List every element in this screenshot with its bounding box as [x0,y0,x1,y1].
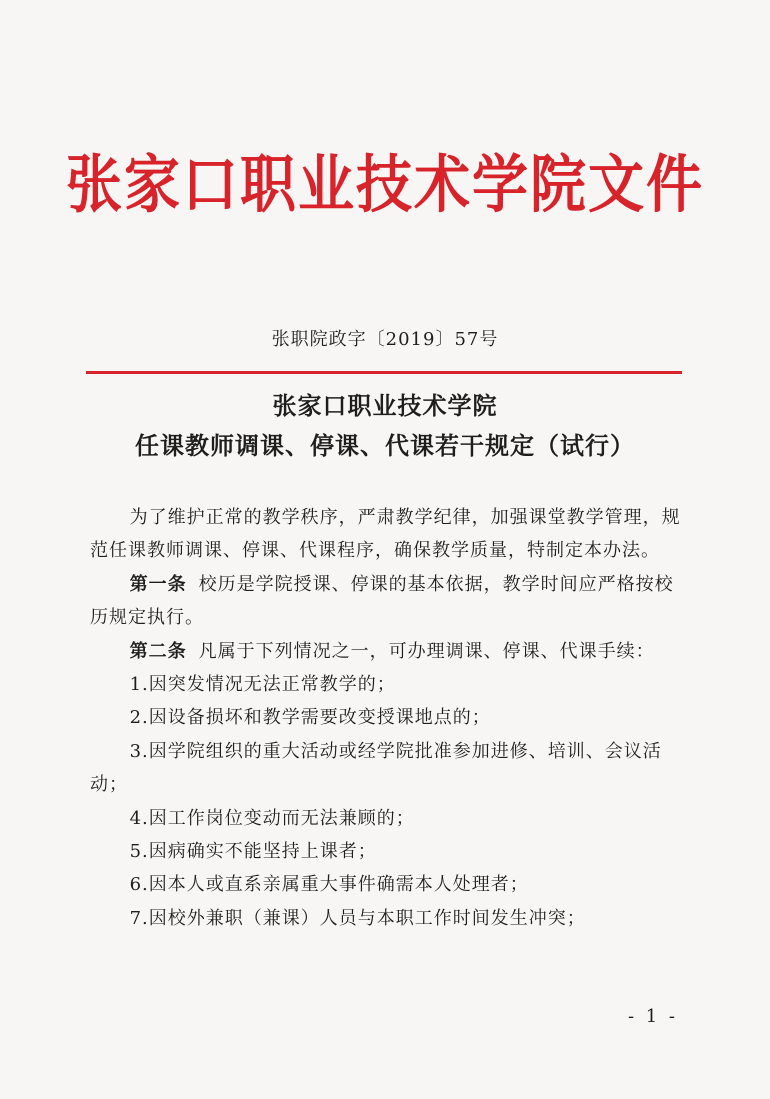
document-body [90,501,686,935]
article-2-text: 凡属于下列情况之一，可办理调课、停课、代课手续： [198,640,655,662]
list-item: 6.因本人或直系亲属重大事件确需本人处理者； [129,874,529,896]
document-masthead: 张家口职业技术学院文件 [66,147,704,222]
article-2-label: 第二条 [129,640,187,662]
list-item: 1.因突发情况无法正常教学的； [129,674,396,696]
document-number: 张职院政字〔2019〕57号 [271,329,499,350]
red-divider-line [86,371,682,374]
document-title-line1: 张家口职业技术学院 [272,391,498,420]
list-item: 4.因工作岗位变动而无法兼顾的； [129,807,415,829]
article-1-label: 第一条 [129,573,187,595]
list-item: 7.因校外兼职（兼课）人员与本职工作时间发生冲突； [129,907,586,929]
intro-paragraph: 为了维护正常的教学秩序，严肃教学纪律，加强课堂教学管理，规范任课教师调课、停课、代课程序，确保教学质量，特制定本办法。 [90,507,681,562]
article-2 [90,635,686,668]
article-1 [90,568,686,635]
list-item: 3.因学院组织的重大活动或经学院批准参加进修、培训、会议活动； [90,740,662,796]
list-item: 5.因病确实不能坚持上课者； [129,841,377,863]
document-title-line2: 任课教师调课、停课、代课若干规定（试行） [135,431,635,460]
page-number: - 1 - [627,1006,678,1027]
list-item: 2.因设备损坏和教学需要改变授课地点的； [129,707,491,729]
article-1-text: 校历是学院授课、停课的基本依据，教学时间应严格按校历规定执行。 [90,573,674,629]
